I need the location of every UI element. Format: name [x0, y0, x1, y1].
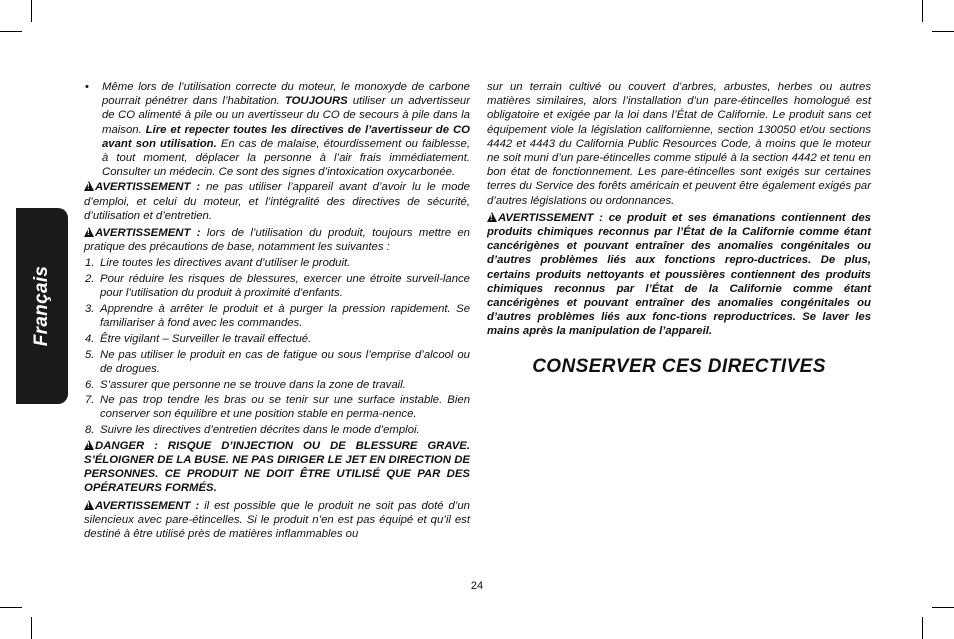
- right-column: [487, 80, 871, 339]
- warning-triangle-icon: [84, 227, 94, 237]
- list-item: [84, 378, 470, 392]
- crop-mark: [31, 0, 32, 22]
- crop-mark: [0, 31, 22, 32]
- warning-label: AVERTISSEMENT :: [95, 499, 200, 512]
- list-item-text: Pour réduire les risques de blessures, exercer une étroite surveil-lance pour l’utilisation du produit à proximité d’enfants.: [100, 273, 470, 300]
- co-warning-bullet: [84, 80, 470, 179]
- list-item-number: 1.: [85, 257, 95, 270]
- warning-triangle-icon: [487, 212, 497, 222]
- list-item-number: 6.: [85, 378, 95, 391]
- crop-mark: [0, 607, 22, 608]
- list-item: [84, 393, 470, 421]
- list-item: [84, 302, 470, 330]
- list-item-number: 7.: [85, 394, 95, 407]
- language-tab: [16, 208, 68, 404]
- safety-steps-list: [84, 256, 470, 437]
- list-item-text: Apprendre à arrêter le produit et à purger la pression rapidement. Se familiariser à fond avec les commandes.: [100, 303, 470, 330]
- danger-text: DANGER : RISQUE D’INJECTION OU DE BLESSURE GRAVE. S’ÉLOIGNER DE LA BUSE. NE PAS DIRIGER LE JET EN DIRECTION DE PERSONNES. CE PRODUIT NE DOIT ÊTRE UTILISÉ QUE PAR DES OPÉRATEURS FORMÉS.: [84, 439, 470, 495]
- bullet-marker: •: [85, 81, 89, 93]
- list-item-text: Être vigilant – Surveiller le travail effectué.: [100, 332, 312, 345]
- list-item-number: 4.: [85, 332, 95, 345]
- crop-mark: [932, 607, 954, 608]
- bullet-bold-1: TOUJOURS: [284, 95, 348, 108]
- warning-label: AVERTISSEMENT :: [95, 227, 201, 240]
- list-item: [84, 423, 470, 437]
- list-item-text: Suivre les directives d’entretien décrites dans le mode d’emploi.: [100, 424, 420, 437]
- warning-text: ne pas utiliser l’appareil avant d’avoir lu le mode d’emploi, et celui du moteur, et l’intégralité des directives de sécurité, d’utilisation et d’entretien.: [84, 181, 470, 222]
- list-item: [84, 348, 470, 376]
- warning-paragraph-3: [84, 499, 470, 542]
- list-item-number: 8.: [85, 424, 95, 437]
- warning-text: AVERTISSEMENT : ce produit et ses émanations contiennent des produits chimiques reconnus par l’État de la Californie comme étant cancérigènes et pouvant entraîner des anomalies congénitales ou d’autres problèmes liés aux fonctions repro-ductrices. De plus, certains produits nettoyants et poussières contiennent des produits chimiques reconnus par l’État de la Californie comme étant cancérigènes et pouvant entraîner des anomalies congénitales ou d’autres problèmes liés aux fonc-tions reproductrices. Se laver les mains après la manipulation de l’appareil.: [487, 211, 871, 338]
- crop-mark: [932, 31, 954, 32]
- warning-paragraph-2: [84, 226, 470, 254]
- list-item: [84, 256, 470, 270]
- language-tab-label: Français: [31, 265, 52, 347]
- list-item-text: S’assurer que personne ne se trouve dans la zone de travail.: [100, 378, 406, 391]
- warning-text: il est possible que le produit ne soit pas doté d’un silencieux avec pare-étincelles. Si le produit n’en est pas équipé et qu’il est destiné à être utilisé près de matières inflammables ou: [84, 499, 470, 541]
- list-item-number: 3.: [85, 303, 95, 316]
- list-item-text: Ne pas utiliser le produit en cas de fatigue ou sous l’emprise d’alcool ou de drogues.: [100, 348, 470, 375]
- section-heading: CONSERVER CES DIRECTIVES: [532, 356, 826, 377]
- warning-paragraph-4: [487, 211, 871, 339]
- warning-triangle-icon: [84, 500, 94, 510]
- crop-mark: [922, 617, 923, 639]
- list-item: [84, 272, 470, 300]
- list-item-number: 2.: [85, 273, 95, 286]
- page-number: 24: [470, 580, 484, 592]
- bullet-text-2: utiliser un advertisseur de CO alimenté à pile ou un avertisseur du CO de secours à pile dans la maison.: [102, 95, 471, 136]
- danger-paragraph: [84, 439, 470, 496]
- bullet-bold-2: Lire et repecter toutes les directives de l’avertisseur de CO avant son utilisation.: [102, 123, 470, 150]
- warning-triangle-icon: [84, 181, 94, 191]
- bullet-text-3: En cas de malaise, étourdissement ou faiblesse, à tout moment, déplacer la personne à l’air frais immédiatement. Consulter un médecin. Ce sont des signes d’intoxication oxycarbonée.: [102, 137, 471, 179]
- warning-paragraph-1: [84, 180, 470, 223]
- crop-mark: [31, 617, 32, 639]
- left-column: [84, 80, 470, 541]
- warning-text: lors de l’utilisation du produit, toujours mettre en pratique des précautions de base, notamment les suivantes :: [84, 227, 470, 254]
- warning-label: AVERTISSEMENT :: [95, 181, 201, 194]
- bullet-text-1: Même lors de l’utilisation correcte du moteur, le monoxyde de carbone pourrait pénétrer dans l’habitation.: [102, 81, 470, 108]
- warning-triangle-icon: [84, 440, 94, 450]
- list-item: [84, 332, 470, 346]
- list-item-number: 5.: [85, 348, 95, 361]
- continuation-paragraph: sur un terrain cultivé ou couvert d’arbres, arbustes, herbes ou autres matières similaires, alors l’installation d’un pare-étincelles homologué est obligatoire et exigée par la loi dans l’État de Californie. Le produit sans cet équipement viole la législation californienne, section 130050 et/ou sections 4442 et 4443 du California Public Resources Code, à moins que le moteur ne soit muni d’un pare-étincelles comme stipulé à la section 4442 et tenu en bon état de fonctionnement. Les pare-étincelles sont exigés sur certaines terres du Service des forêts américain et peuvent être également exigés par d’autres législations ou ordonnances.: [487, 81, 871, 207]
- crop-mark: [922, 0, 923, 22]
- list-item-text: Lire toutes les directives avant d’utiliser le produit.: [100, 257, 351, 270]
- list-item-text: Ne pas trop tendre les bras ou se tenir sur une surface instable. Bien conserver son équilibre et une position stable en perma-nence.: [100, 394, 470, 421]
